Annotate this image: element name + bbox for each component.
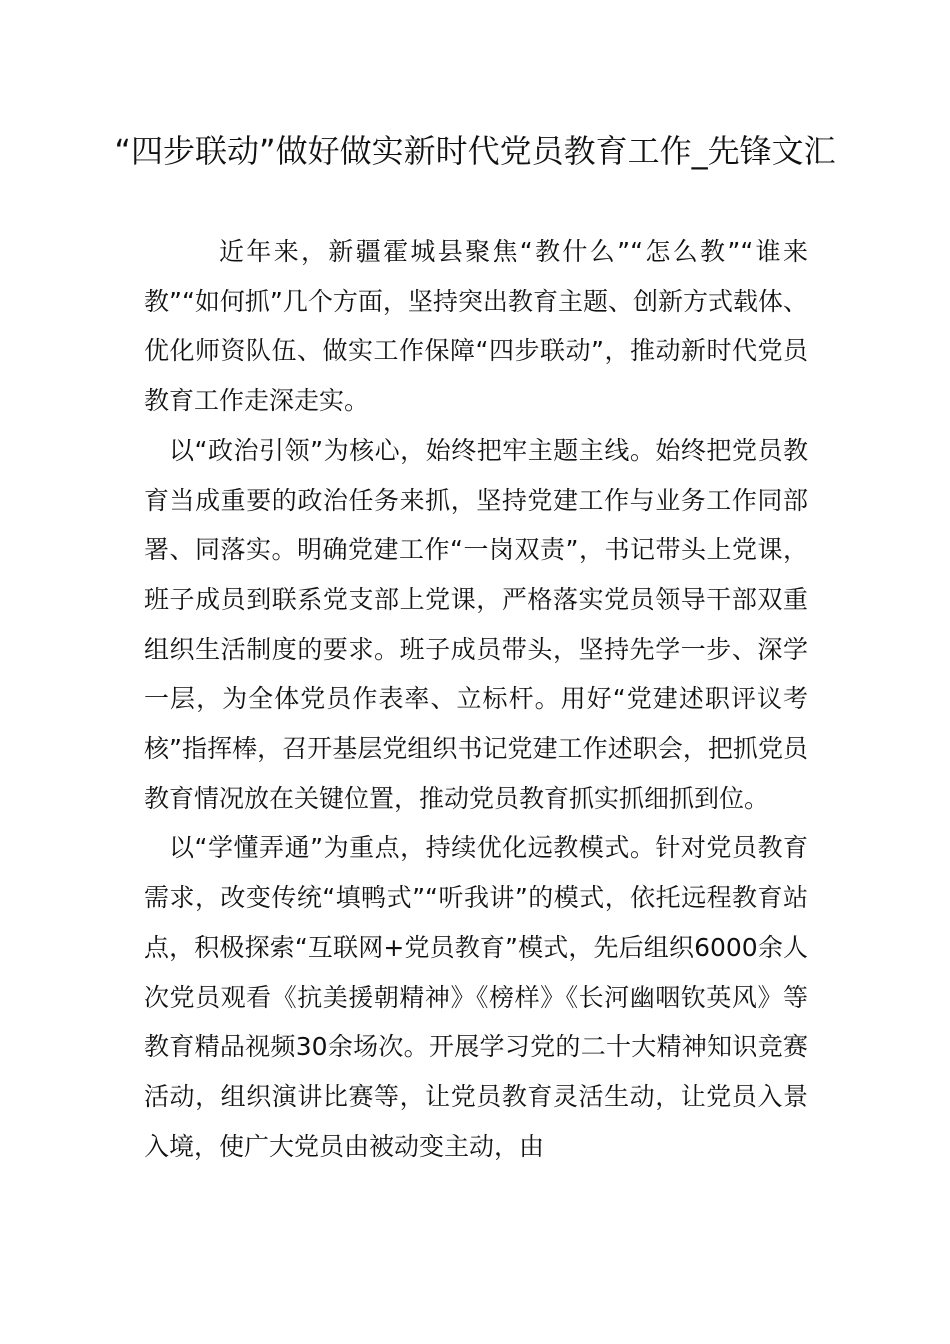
paragraph-political-leadership: 以“政治引领”为核心，始终把牢主题主线。始终把党员教育当成重要的政治任务来抓，坚持党建工作与业务工作同部署、同落实。明确党建工作“一岗双责”，书记带头上党课，班子成员到联系党支部上党课，严格落实党员领导干部双重组织生活制度的要求。班子成员带头，坚持先学一步、深学一层，为全体党员作表率、立标杆。用好“党建述职评议考核”指挥棒，召开基层党组织书记党建工作述职会，把抓党员教育情况放在关键位置，推动党员教育抓实抓细抓到位。 bbox=[144, 435, 808, 813]
paragraph-remote-education: 以“学懂弄通”为重点，持续优化远教模式。针对党员教育需求，改变传统“填鸭式”“听我讲”的模式，依托远程教育站点，积极探索“互联网+党员教育”模式，先后组织6000余人次党员观看《抗美援朝精神》《榜样》《长河幽咽钦英风》等教育精品视频30余场次。开展学习党的二十大精神知识竞赛活动，组织演讲比赛等，让党员教育灵活生动，让党员入景入境，使广大党员由被动变主动，由 bbox=[144, 833, 808, 1161]
paragraph-intro: 近年来，新疆霍城县聚焦“教什么”“怎么教”“谁来教”“如何抓”几个方面，坚持突出教育主题、创新方式载体、优化师资队伍、做实工作保障“四步联动”，推动新时代党员教育工作走深走实。 bbox=[144, 237, 808, 416]
document-title: “四步联动”做好做实新时代党员教育工作_先锋文汇 bbox=[114, 132, 836, 170]
document-body bbox=[144, 227, 808, 1171]
